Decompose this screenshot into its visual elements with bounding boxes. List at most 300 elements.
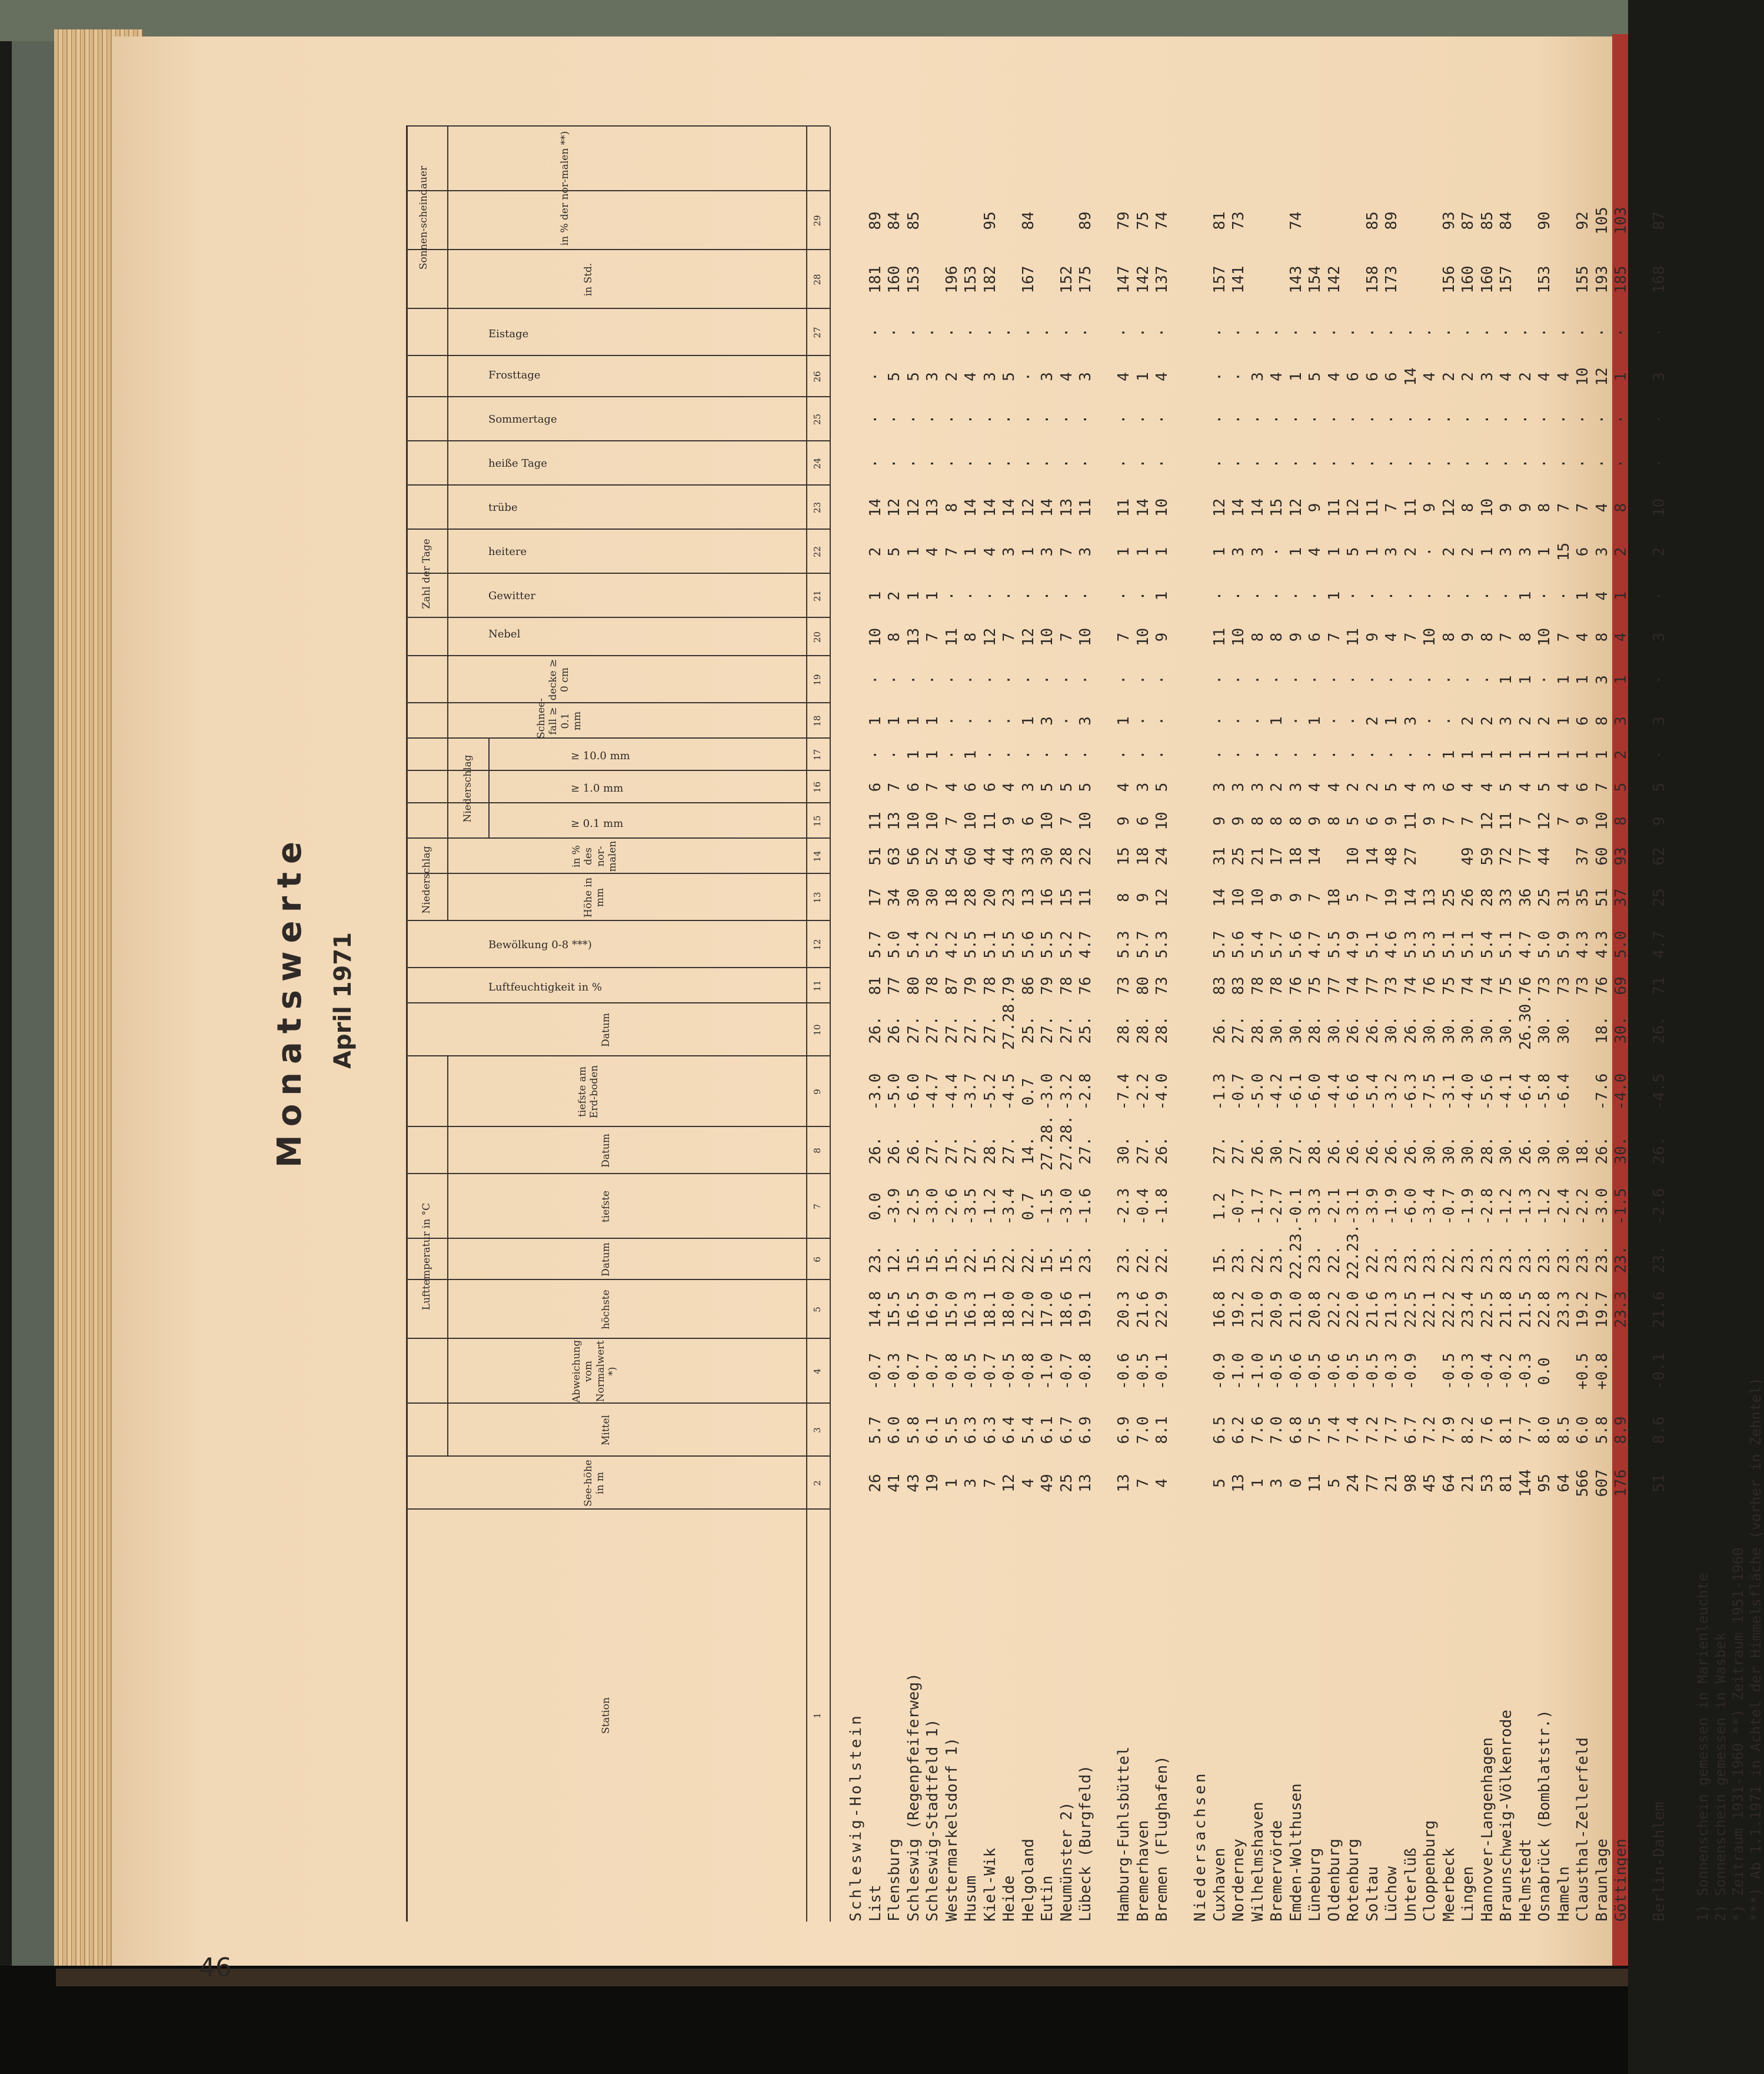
footnote: 1) Sonnenschein gemessen in Marienleuchte: [1695, 1573, 1711, 1922]
cell-value: ·: [943, 716, 961, 726]
cell-value: 10: [1574, 367, 1592, 386]
cell-value: ·: [1230, 591, 1247, 601]
cell-value: 144: [1516, 1469, 1535, 1497]
cell-value: 158: [1363, 265, 1382, 294]
cell-value: ·: [1210, 675, 1229, 684]
cell-value: -1.7: [1249, 1188, 1267, 1225]
cell-value: 21.6: [1363, 1291, 1382, 1328]
cell-value: 7: [1402, 632, 1420, 642]
cell-value: 28: [962, 888, 980, 907]
cell-value: ·: [981, 750, 999, 760]
cell-value: 10: [1039, 812, 1056, 830]
column-rule: [406, 1055, 830, 1056]
cell-value: 4.7: [1650, 930, 1668, 959]
cell-value: ·: [1593, 458, 1611, 468]
cell-value: 85: [1363, 211, 1382, 230]
station-name: Hamburg-Fuhlsbüttel: [1115, 1746, 1133, 1922]
cell-value: -0.5: [1363, 1352, 1382, 1390]
hdr-hoehe_mm: Höhe in mm: [583, 878, 607, 918]
table-row: [1612, 79, 1630, 1922]
cell-value: 25: [1536, 888, 1553, 907]
cell-value: 6.5: [1210, 1416, 1229, 1444]
hdr-seehoehe: See-höhe in m: [583, 1460, 607, 1507]
table-row: [1000, 79, 1018, 1922]
cell-value: 24: [1344, 1474, 1362, 1493]
cell-value: 85: [904, 211, 923, 230]
cell-value: 3: [1516, 547, 1535, 557]
cell-value: -0.7: [981, 1352, 999, 1390]
cell-value: 93: [1612, 847, 1630, 866]
cell-value: ·: [1230, 716, 1247, 726]
cell-value: 12: [1344, 498, 1362, 517]
cell-value: 6.8: [1287, 1416, 1305, 1444]
cell-value: ·: [1057, 716, 1076, 726]
cell-value: 74: [1153, 211, 1171, 230]
cell-value: 5.3: [1115, 930, 1133, 959]
cell-value: 2: [1402, 547, 1420, 557]
cell-value: 5: [1536, 782, 1553, 792]
cell-value: 15: [1268, 498, 1286, 517]
cell-value: 3: [1287, 782, 1305, 792]
cell-value: 23.: [1536, 1245, 1553, 1274]
cell-value: 19.2: [1230, 1291, 1247, 1328]
cell-value: ·: [1153, 750, 1171, 760]
cell-value: 27.: [1230, 1016, 1247, 1044]
cell-value: 22.5: [1478, 1291, 1496, 1328]
hdr-tiefste_erdboden: tiefste am Erd-boden: [577, 1065, 601, 1119]
cell-value: -0.5: [1134, 1352, 1152, 1390]
cell-value: ·: [981, 414, 999, 424]
cell-value: 9: [1363, 632, 1382, 642]
cell-value: 92: [1574, 211, 1592, 230]
cell-value: 3: [1077, 547, 1094, 557]
cell-value: -2.8: [1077, 1073, 1094, 1111]
cell-value: ·: [1115, 591, 1133, 601]
cell-value: 10: [904, 812, 923, 830]
cell-value: 6.1: [1039, 1416, 1056, 1444]
column-rule: [406, 1455, 830, 1457]
cell-value: 5.7: [1134, 930, 1152, 959]
cell-value: ·: [1402, 458, 1420, 468]
cell-value: 77: [1516, 847, 1535, 866]
cell-value: 93: [1440, 211, 1458, 230]
cell-value: -5.6: [1478, 1073, 1496, 1111]
cell-value: ·: [1363, 591, 1382, 601]
cell-value: 2: [1536, 716, 1553, 726]
cell-value: ·: [1019, 372, 1037, 381]
cell-value: 10: [1230, 627, 1247, 647]
cell-value: 10: [1039, 627, 1056, 647]
cell-value: ·: [1210, 591, 1229, 601]
cell-value: ·: [1344, 458, 1362, 468]
cell-value: 27.: [1000, 1136, 1018, 1165]
cell-value: ·: [1306, 458, 1324, 468]
cell-value: 3: [1497, 547, 1515, 557]
cell-value: 26.: [1383, 1136, 1400, 1165]
cell-value: ·: [1440, 591, 1458, 601]
cell-value: ·: [1440, 675, 1458, 684]
cell-value: 6: [1440, 782, 1458, 792]
table-row: [1593, 79, 1611, 1922]
cell-value: 76: [1287, 976, 1305, 995]
cell-value: ·: [1383, 750, 1400, 760]
cell-value: ·: [1612, 414, 1630, 424]
cell-value: -2.6: [1650, 1188, 1668, 1225]
cell-value: ·: [981, 458, 999, 468]
cell-value: 0.7: [1019, 1192, 1037, 1221]
cell-value: 3: [1650, 632, 1668, 642]
cell-value: ·: [1383, 591, 1400, 601]
cell-value: 4.9: [1344, 930, 1362, 959]
cell-value: 20.3: [1115, 1291, 1133, 1328]
cell-value: 1: [1555, 675, 1573, 684]
station-name: Braunlage: [1593, 1839, 1611, 1922]
cell-value: ·: [1421, 458, 1439, 468]
cell-value: ·: [1268, 675, 1286, 684]
cell-value: 72: [1497, 847, 1515, 866]
station-name: Cloppenburg: [1421, 1820, 1439, 1922]
cell-value: 5.9: [1555, 930, 1573, 959]
cell-value: 6.0: [886, 1416, 903, 1444]
station-name: Kiel-Wik: [981, 1847, 999, 1922]
cell-value: -0.6: [1325, 1352, 1343, 1390]
cell-value: ·: [1249, 750, 1267, 760]
cell-value: 9: [1421, 503, 1439, 513]
cell-value: 7: [1555, 816, 1573, 826]
cell-value: 11: [1344, 627, 1362, 647]
footnote: ***) Ab 1.1.1971 in Achtel der Himmelsfläche (vorher in Zehntel): [1748, 1377, 1764, 1922]
cell-value: 73: [1230, 211, 1247, 230]
cell-value: 7: [1574, 503, 1592, 513]
column-number: 2: [812, 1480, 823, 1486]
cell-value: 5.2: [924, 930, 941, 959]
cell-value: 18.: [1574, 1136, 1592, 1165]
cell-value: 5.5: [943, 1416, 961, 1444]
cell-value: -6.4: [1555, 1073, 1573, 1111]
cell-value: 23.: [866, 1245, 884, 1274]
cell-value: 3: [1249, 547, 1267, 557]
cell-value: 5.1: [1363, 930, 1382, 959]
cell-value: ·: [886, 414, 903, 424]
cell-value: ·: [1402, 675, 1420, 684]
cell-value: 11: [1402, 812, 1420, 830]
cell-value: -0.5: [1440, 1352, 1458, 1390]
cell-value: 3: [1497, 716, 1515, 726]
cell-value: 13: [904, 627, 923, 647]
cell-value: 23.: [1497, 1245, 1515, 1274]
cell-value: 12: [1593, 367, 1611, 386]
cell-value: 4: [1459, 782, 1477, 792]
station-name: Cuxhaven: [1210, 1847, 1229, 1922]
cell-value: ·: [1325, 414, 1343, 424]
cell-value: 185: [1612, 265, 1630, 294]
table-row: [1383, 79, 1400, 1922]
cell-value: -4.1: [1497, 1073, 1515, 1111]
cell-value: 98: [1402, 1474, 1420, 1493]
cell-value: 1: [1555, 750, 1573, 760]
column-rule: [406, 355, 830, 356]
column-number: 15: [812, 815, 823, 827]
cell-value: 181: [866, 265, 884, 294]
cell-value: ·: [1000, 458, 1018, 468]
table-row: [1134, 79, 1152, 1922]
cell-value: ·: [1325, 328, 1343, 337]
cell-value: -3.1: [1440, 1073, 1458, 1111]
cell-value: 5.7: [1268, 930, 1286, 959]
cell-value: 5.1: [1497, 930, 1515, 959]
cell-value: ·: [981, 716, 999, 726]
cell-value: 1: [1440, 750, 1458, 760]
cell-value: 13: [1421, 888, 1439, 907]
table-row: [1344, 79, 1362, 1922]
cell-value: 22.2: [1325, 1291, 1343, 1328]
cell-value: ·: [1249, 716, 1267, 726]
station-name: Unterlüß: [1402, 1847, 1420, 1922]
cell-value: 22.: [1440, 1245, 1458, 1274]
column-number: 23: [812, 501, 823, 514]
cell-value: 84: [886, 211, 903, 230]
cell-value: 105: [1593, 207, 1611, 235]
cell-value: 6.7: [1402, 1416, 1420, 1444]
cell-value: 4: [1115, 372, 1133, 381]
cell-value: 9: [1459, 632, 1477, 642]
cell-value: 8: [1536, 503, 1553, 513]
cell-value: ·: [1555, 414, 1573, 424]
cell-value: ·: [886, 458, 903, 468]
cell-value: ·: [981, 675, 999, 684]
cell-value: 1: [1478, 547, 1496, 557]
hdr-bewoelkung: Bewölkung 0-8 ***): [488, 939, 592, 951]
hdr-niederschlag_tage: Niederschlag: [462, 755, 474, 823]
column-rule: [406, 1173, 830, 1174]
cell-value: -4.4: [1325, 1073, 1343, 1111]
cell-value: 6: [1363, 372, 1382, 381]
cell-value: 23.: [1306, 1245, 1324, 1274]
cell-value: ·: [1440, 328, 1458, 337]
cell-value: 15.: [924, 1245, 941, 1274]
station-name: Emden-Wolthusen: [1287, 1783, 1305, 1922]
cell-value: ·: [1306, 750, 1324, 760]
cell-value: 14: [1000, 498, 1018, 517]
cell-value: ·: [1536, 328, 1553, 337]
cell-value: 3: [1230, 547, 1247, 557]
cell-value: 6: [1363, 816, 1382, 826]
column-number: 22: [812, 546, 823, 558]
cell-value: 27.: [943, 1136, 961, 1165]
cell-value: 6.9: [1115, 1416, 1133, 1444]
cell-value: 157: [1497, 265, 1515, 294]
cell-value: ·: [1306, 675, 1324, 684]
cell-value: 7: [1497, 632, 1515, 642]
cell-value: 49: [1459, 847, 1477, 866]
cell-value: ·: [1268, 414, 1286, 424]
cell-value: 27.: [1287, 1136, 1305, 1165]
cell-value: 7.0: [1268, 1416, 1286, 1444]
cell-value: 5.4: [904, 930, 923, 959]
cell-value: -3.0: [1593, 1188, 1611, 1225]
cell-value: ·: [924, 414, 941, 424]
cell-value: 14.8: [866, 1291, 884, 1328]
cell-value: 73: [1383, 976, 1400, 995]
hdr-datum: Datum: [600, 1242, 612, 1277]
cell-value: ·: [1057, 675, 1076, 684]
cell-value: ·: [1134, 716, 1152, 726]
cell-value: ·: [1039, 675, 1056, 684]
cell-value: -6.1: [1287, 1073, 1305, 1111]
column-rule: [406, 1279, 830, 1280]
cell-value: 23.: [1459, 1245, 1477, 1274]
column-number: 26: [812, 371, 823, 383]
cell-value: 21.3: [1383, 1291, 1400, 1328]
cell-value: 27.: [1230, 1136, 1247, 1165]
cell-value: 5: [1306, 372, 1324, 381]
column-number-rule: [830, 127, 831, 1922]
cell-value: 7.2: [1363, 1416, 1382, 1444]
cell-value: -0.8: [943, 1352, 961, 1390]
cell-value: -2.2: [1134, 1073, 1152, 1111]
cell-value: ·: [1516, 458, 1535, 468]
cell-value: ·: [1115, 750, 1133, 760]
cell-value: 15.: [981, 1245, 999, 1274]
cell-value: 26.: [1363, 1136, 1382, 1165]
cell-value: 10: [1650, 498, 1668, 517]
cell-value: 35: [1574, 888, 1592, 907]
cell-value: 1: [1325, 591, 1343, 601]
cell-value: 8: [886, 632, 903, 642]
cell-value: 26.: [1363, 1016, 1382, 1044]
cell-value: 8.0: [1536, 1416, 1553, 1444]
cell-value: 4: [1555, 372, 1573, 381]
cell-value: 21: [1459, 1474, 1477, 1493]
cell-value: 27.: [962, 1136, 980, 1165]
cell-value: 6.3: [981, 1416, 999, 1444]
cell-value: 5.8: [904, 1416, 923, 1444]
cell-value: 15.0: [943, 1291, 961, 1328]
cell-value: 30.: [1325, 1016, 1343, 1044]
station-name: Lingen: [1459, 1866, 1477, 1922]
cell-value: 78: [981, 976, 999, 995]
cell-value: -7.6: [1593, 1073, 1611, 1111]
cell-value: 173: [1383, 265, 1400, 294]
cell-value: 5.8: [1593, 1416, 1611, 1444]
cell-value: ·: [1306, 328, 1324, 337]
cell-value: 27.28.: [1057, 1115, 1076, 1171]
cell-value: 28.: [1306, 1136, 1324, 1165]
cell-value: ·: [1344, 591, 1362, 601]
cell-value: 27.: [924, 1136, 941, 1165]
cell-value: 8: [1249, 632, 1267, 642]
cell-value: 2: [1516, 716, 1535, 726]
cell-value: 73: [1536, 976, 1553, 995]
cell-value: 27.: [1134, 1136, 1152, 1165]
table-row: [1306, 79, 1324, 1922]
cell-value: 86: [1019, 976, 1037, 995]
column-rule: [406, 655, 830, 656]
cell-value: ·: [1115, 414, 1133, 424]
cell-value: ·: [1057, 458, 1076, 468]
cell-value: 14: [1402, 888, 1420, 907]
cell-value: 3: [1134, 782, 1152, 792]
cell-value: -4.0: [1612, 1073, 1630, 1111]
cell-value: 4: [1612, 632, 1630, 642]
cell-value: 1: [1268, 716, 1286, 726]
cell-value: 26.: [886, 1016, 903, 1044]
cell-value: 17.0: [1039, 1291, 1056, 1328]
cell-value: 15: [1555, 542, 1573, 561]
cell-value: 81: [866, 976, 884, 995]
cell-value: 6: [1574, 547, 1592, 557]
cell-value: 73: [1115, 976, 1133, 995]
cell-value: 1: [866, 716, 884, 726]
cell-value: ·: [1325, 458, 1343, 468]
cell-value: 12: [1153, 888, 1171, 907]
cell-value: ·: [1249, 675, 1267, 684]
cell-value: 77: [1363, 976, 1382, 995]
cell-value: 8: [962, 632, 980, 642]
cell-value: 4: [1497, 372, 1515, 381]
station-name: Lüchow: [1383, 1866, 1400, 1922]
cell-value: 44: [981, 847, 999, 866]
cell-value: 2: [1612, 750, 1630, 760]
cell-value: ·: [1383, 328, 1400, 337]
cell-value: 22.: [1153, 1245, 1171, 1274]
column-number: 29: [812, 215, 823, 227]
cell-value: ·: [1077, 328, 1094, 337]
cell-value: 9: [1516, 503, 1535, 513]
cell-value: ·: [1421, 328, 1439, 337]
cell-value: 78: [924, 976, 941, 995]
cell-value: ·: [1325, 716, 1343, 726]
cell-value: 4.3: [1574, 930, 1592, 959]
cell-value: 4.7: [1306, 930, 1324, 959]
cell-value: -6.0: [1306, 1073, 1324, 1111]
hdr-eistage: Eistage: [488, 328, 529, 340]
cell-value: 1: [962, 750, 980, 760]
cell-value: ·: [904, 414, 923, 424]
cell-value: 30.: [1536, 1136, 1553, 1165]
cell-value: 30.: [1459, 1136, 1477, 1165]
cell-value: 5.6: [1230, 930, 1247, 959]
cell-value: 75: [1440, 976, 1458, 995]
cell-value: 1: [1593, 750, 1611, 760]
cell-value: 87: [1459, 211, 1477, 230]
cell-value: 3: [1039, 372, 1056, 381]
cell-value: 1: [1249, 1478, 1267, 1488]
cell-value: 79: [1039, 976, 1056, 995]
cell-value: 27.: [1077, 1136, 1094, 1165]
cell-value: 14.: [1019, 1136, 1037, 1165]
cell-value: 7: [1593, 782, 1611, 792]
cell-value: 30.: [1383, 1016, 1400, 1044]
column-number: 12: [812, 939, 823, 950]
cell-value: 1: [1516, 591, 1535, 601]
cell-value: 7: [1325, 632, 1343, 642]
cell-value: 4: [1000, 782, 1018, 792]
column-number: 25: [812, 413, 823, 426]
cell-value: -0.1: [1153, 1352, 1171, 1390]
cell-value: 22.: [1249, 1245, 1267, 1274]
cell-value: ·: [1383, 458, 1400, 468]
hdr-mittel: Mittel: [600, 1415, 612, 1446]
cell-value: 7: [943, 547, 961, 557]
column-number: 19: [812, 674, 823, 686]
hdr-datum: Datum: [600, 1013, 612, 1047]
table-row: [886, 79, 903, 1922]
cell-value: -1.0: [1249, 1352, 1267, 1390]
cell-value: -5.2: [981, 1073, 999, 1111]
cell-value: 12: [1019, 498, 1037, 517]
cell-value: 4.7: [1077, 930, 1094, 959]
